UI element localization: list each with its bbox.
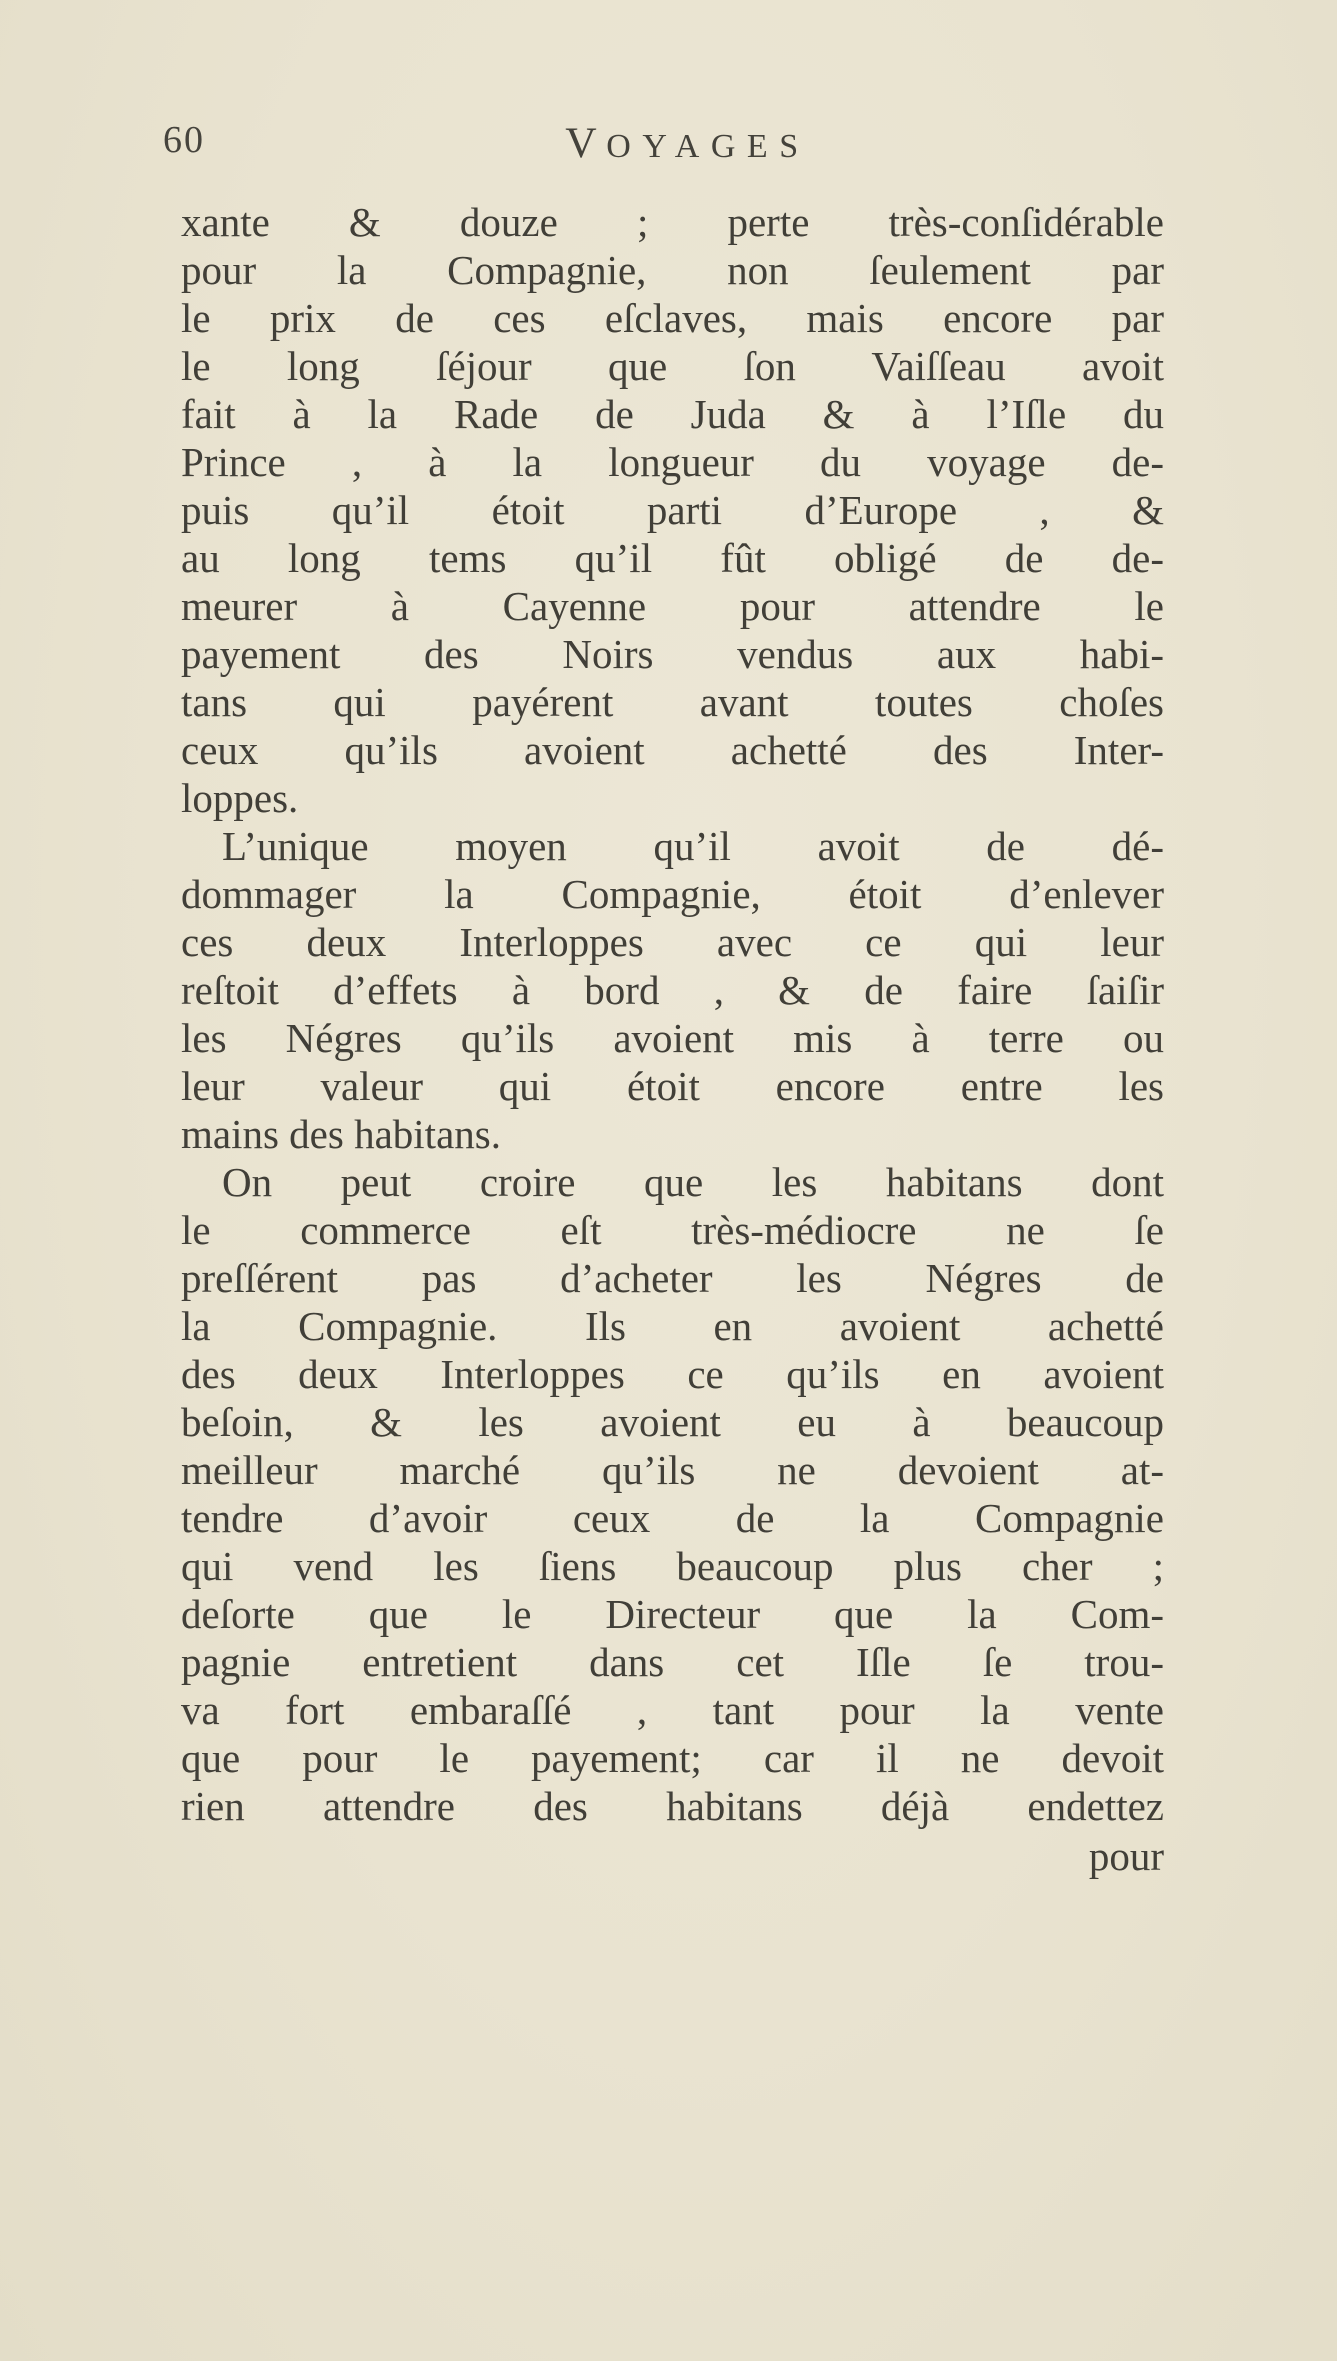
page-number: 60	[163, 119, 205, 161]
text-line: deſorte que le Directeur que la Com-	[181, 1591, 1164, 1637]
text-line: ces deux Interloppes avec ce qui leur	[181, 919, 1164, 965]
text-line: preſſérent pas d’acheter les Négres de	[181, 1255, 1164, 1301]
text-line: tendre d’avoir ceux de la Compagnie	[181, 1495, 1164, 1541]
text-line: On peut croire que les habitans dont	[222, 1159, 1164, 1205]
text-block	[163, 118, 1164, 1880]
paragraph	[181, 1158, 1164, 1830]
text-line: loppes.	[181, 775, 299, 821]
text-line: dommager la Compagnie, étoit d’enlever	[181, 871, 1164, 917]
catchword: pour	[1088, 1833, 1164, 1879]
running-title: VOYAGES	[565, 119, 810, 167]
text-line: tans qui payérent avant toutes choſes	[181, 679, 1164, 725]
text-line: la Compagnie. Ils en avoient achetté	[181, 1303, 1164, 1349]
text-line: L’unique moyen qu’il avoit de dé-	[222, 823, 1164, 869]
text-line: mains des habitans.	[181, 1111, 501, 1157]
text-line: payement des Noirs vendus aux habi-	[181, 631, 1164, 677]
text-line: le long ſéjour que ſon Vaiſſeau avoit	[181, 343, 1164, 389]
text-line: xante & douze ; perte très-conſidérable	[181, 199, 1164, 245]
paragraph	[181, 822, 1164, 1158]
text-line: les Négres qu’ils avoient mis à terre ou	[181, 1015, 1164, 1061]
text-line: que pour le payement; car il ne devoit	[181, 1735, 1164, 1781]
text-line: le commerce eſt très-médiocre ne ſe	[181, 1207, 1164, 1253]
text-line: meurer à Cayenne pour attendre le	[181, 583, 1164, 629]
text-line: reſtoit d’effets à bord , & de faire ſaiſir	[181, 967, 1164, 1013]
body-text	[181, 198, 1164, 1830]
running-header	[163, 118, 1164, 170]
text-line: au long tems qu’il fût obligé de de-	[181, 535, 1164, 581]
text-line: puis qu’il étoit parti d’Europe , &	[181, 487, 1164, 533]
text-line: meilleur marché qu’ils ne devoient at-	[181, 1447, 1164, 1493]
paragraph	[181, 198, 1164, 822]
text-line: fait à la Rade de Juda & à l’Iſle du	[181, 391, 1164, 437]
text-line: beſoin, & les avoient eu à beaucoup	[181, 1399, 1164, 1445]
text-line: pagnie entretient dans cet Iſle ſe trou-	[181, 1639, 1164, 1685]
text-line: des deux Interloppes ce qu’ils en avoient	[181, 1351, 1164, 1397]
text-line: leur valeur qui étoit encore entre les	[181, 1063, 1164, 1109]
text-line: Prince , à la longueur du voyage de-	[181, 439, 1164, 485]
text-line: qui vend les ſiens beaucoup plus cher ;	[181, 1543, 1164, 1589]
text-line: le prix de ces eſclaves, mais encore par	[181, 295, 1164, 341]
text-line: ceux qu’ils avoient achetté des Inter-	[181, 727, 1164, 773]
text-line: rien attendre des habitans déjà endettez	[181, 1783, 1164, 1829]
text-line: pour la Compagnie, non ſeulement par	[181, 247, 1164, 293]
text-line: va fort embaraſſé , tant pour la vente	[181, 1687, 1164, 1733]
